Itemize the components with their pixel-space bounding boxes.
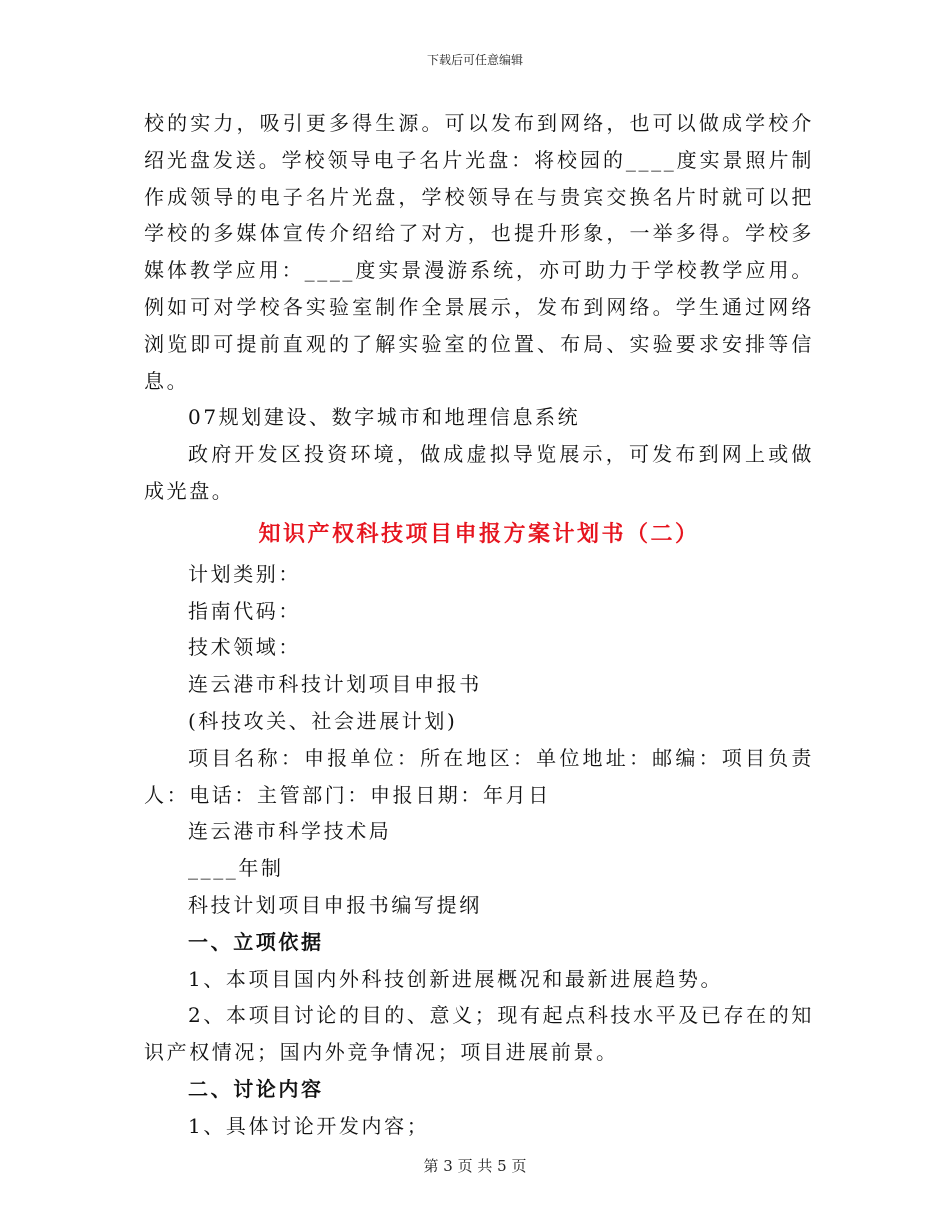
heading-basis: 一、立项依据: [188, 929, 324, 954]
outline-title: 科技计划项目申报书编写提纲: [188, 892, 482, 917]
paragraph-school-media: 校的实力，吸引更多得生源。可以发布到网络，也可以做成学校介绍光盘发送。学校领导电子名片光盘：将校园的____度实景照片制作成领导的电子名片光盘，学校领导在与贵宾交换名片时就可以把学校的多媒体宣传介绍给了对方，也提升形象，一举多得。学校多媒体教学应用：____度实景漫游系统，亦可助力于学校教学应用。例如可对学校各实验室制作全景展示，发布到网络。学生通过网络浏览即可提前直观的了解实验室的位置、布局、实验要求安排等信息。: [144, 111, 814, 393]
paragraph-government: 政府开发区投资环境，做成虚拟导览展示，可发布到网上或做成光盘。: [144, 442, 814, 503]
plan-category-label: 计划类别：: [188, 561, 301, 586]
application-name: 连云港市科技计划项目申报书: [188, 672, 482, 697]
guide-code-label: 指南代码：: [188, 598, 301, 623]
section-title: 知识产权科技项目申报方案计划书（二）: [258, 520, 700, 547]
item-research-1: 1、具体讨论开发内容；: [188, 1113, 430, 1138]
bureau-name: 连云港市科学技术局: [188, 819, 392, 844]
form-fields: 项目名称：申报单位：所在地区：单位地址：邮编：项目负责人：电话：主管部门：申报日期：年月日: [144, 745, 814, 807]
year-made: ____年制: [188, 856, 284, 881]
application-subtitle: (科技攻关、社会进展计划): [188, 708, 458, 733]
item-basis-1: 1、本项目国内外科技创新进展概况和最新进展趋势。: [188, 966, 724, 991]
page-footer: 第 3 页 共 5 页: [423, 1157, 527, 1175]
document-body: [144, 105, 814, 1145]
page-header: 下载后可任意编辑: [426, 53, 523, 67]
heading-research: 二、讨论内容: [188, 1076, 324, 1101]
tech-field-label: 技术领域：: [188, 635, 301, 660]
paragraph-planning-heading: 07规划建设、数字城市和地理信息系统: [188, 405, 581, 430]
item-basis-2: 2、本项目讨论的目的、意义；现有起点科技水平及已存在的知识产权情况；国内外竞争情况；项目进展前景。: [144, 1003, 814, 1065]
